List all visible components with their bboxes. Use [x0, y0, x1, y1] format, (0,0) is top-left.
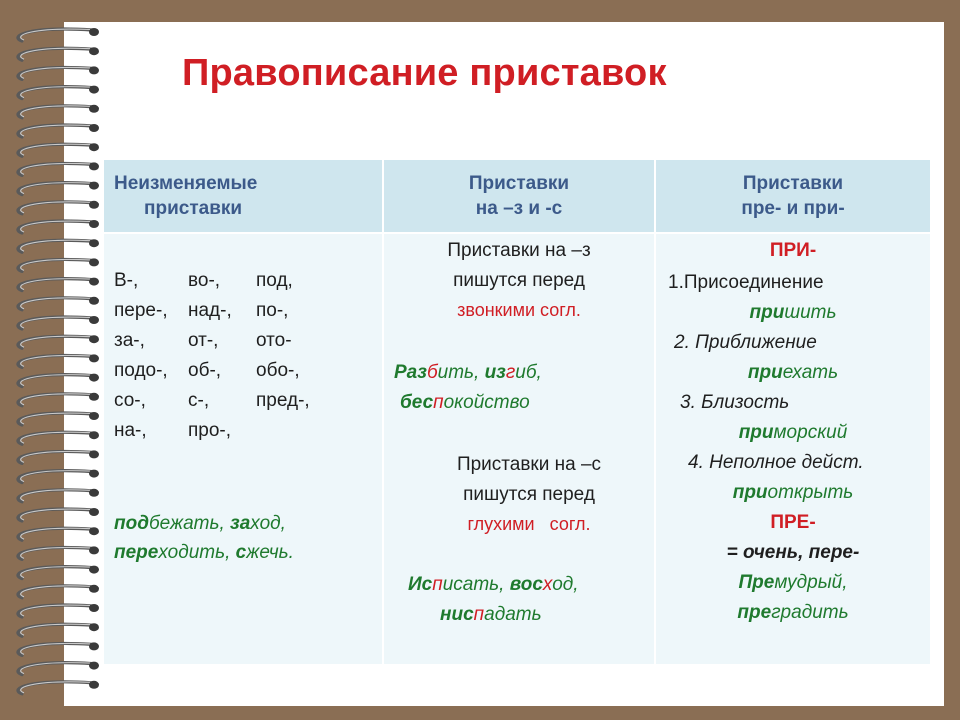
pri-example-2: приехать [747, 362, 839, 383]
spiral-coil [18, 278, 99, 291]
prefix-item: над-, [188, 300, 232, 321]
prefix-item: по-, [256, 300, 289, 321]
header-unchangeable [104, 160, 382, 232]
z-example-2: беспокойство [400, 392, 530, 413]
spiral-coil [18, 470, 99, 483]
pri-item-2: 2. Приближение [674, 332, 817, 353]
spiral-coil [18, 604, 99, 617]
pre-example-1: Премудрый, [738, 572, 848, 593]
col1-example-2: переходить, сжечь. [114, 542, 294, 563]
rules-table [104, 160, 930, 664]
spiral-coil [18, 508, 99, 521]
spiral-coil [18, 124, 99, 137]
header-unchangeable-line2: приставки [144, 198, 243, 219]
spiral-coil [18, 297, 99, 310]
pri-item-1: 1.Присоединение [668, 272, 824, 293]
spiral-coil [18, 546, 99, 559]
z-rule-line-3: звонкими согл. [457, 300, 581, 320]
prefix-item: ото- [256, 330, 292, 351]
header-z-s-line2: на –з и -с [475, 198, 563, 219]
spiral-coil [18, 86, 99, 99]
page-title: Правописание приставок [182, 52, 667, 94]
prefix-item: с-, [188, 390, 210, 411]
header-pre-pri-line1: Приставки [742, 173, 844, 194]
s-rule-line-3: глухими согл. [467, 514, 591, 534]
header-divider [104, 232, 930, 234]
spiral-coil [18, 642, 99, 655]
z-rule-line-2: пишутся перед [453, 270, 585, 291]
pri-item-4: 4. Неполное дейст. [688, 452, 864, 473]
spiral-coil [18, 681, 99, 694]
prefix-item: во-, [188, 270, 221, 291]
spiral-coil [18, 143, 99, 156]
spiral-binding [0, 0, 112, 720]
prefix-item: со-, [114, 390, 146, 411]
spiral-coil [18, 585, 99, 598]
spiral-coil [18, 662, 99, 675]
s-rule-line-2: пишутся перед [463, 484, 595, 505]
col1-example-1: подбежать, заход, [114, 513, 286, 534]
spiral-coil [18, 162, 99, 175]
prefix-item: на-, [114, 420, 147, 441]
pre-meaning: = очень, пере- [726, 542, 860, 563]
s-rule-line-1: Приставки на –с [456, 454, 602, 475]
prefix-item: под, [256, 270, 293, 291]
spiral-coil [18, 47, 99, 60]
header-unchangeable-line1: Неизменяемые [114, 173, 258, 194]
pri-heading: ПРИ- [769, 240, 817, 261]
spiral-coil [18, 220, 99, 233]
prefix-item: за-, [114, 330, 145, 351]
prefix-item: В-, [114, 270, 139, 291]
spiral-coil [18, 316, 99, 329]
prefix-item: подо-, [114, 360, 168, 381]
pre-example-2: преградить [737, 602, 849, 623]
header-z-s [384, 160, 654, 232]
header-pre-pri-line2: пре- и при- [741, 198, 845, 219]
prefix-item: пред-, [256, 390, 310, 411]
spiral-coil [18, 489, 99, 502]
z-example-1: Разбить, изгиб, [394, 362, 542, 383]
spiral-coil [18, 431, 99, 444]
pri-example-3: приморский [738, 422, 848, 443]
column-divider [382, 160, 384, 664]
spiral-coil [18, 374, 99, 387]
spiral-coil [18, 412, 99, 425]
spiral-coil [18, 66, 99, 79]
s-example-1: Исписать, восход, [408, 574, 579, 595]
z-rule-line-1: Приставки на –з [447, 240, 591, 261]
spiral-coil [18, 28, 99, 41]
spiral-coil [18, 182, 99, 195]
header-z-s-line1: Приставки [468, 173, 570, 194]
spiral-coil [18, 105, 99, 118]
prefix-item: обо-, [256, 360, 300, 381]
prefix-item: про-, [188, 420, 232, 441]
spiral-coil [18, 335, 99, 348]
spiral-coil [18, 201, 99, 214]
spiral-coil [18, 527, 99, 540]
pri-item-3: 3. Близость [680, 392, 790, 413]
header-pre-pri [656, 160, 930, 232]
spiral-coil [18, 450, 99, 463]
pre-heading: ПРЕ- [770, 512, 816, 533]
prefix-item: об-, [188, 360, 222, 381]
pri-example-4: приоткрыть [732, 482, 854, 503]
spiral-coil [18, 258, 99, 271]
pri-example-1: пришить [749, 302, 837, 323]
spiral-coil [18, 239, 99, 252]
s-example-2: ниспадать [440, 604, 542, 625]
prefix-item: от-, [188, 330, 219, 351]
spiral-coil [18, 393, 99, 406]
spiral-coil [18, 354, 99, 367]
spiral-coil [18, 566, 99, 579]
prefix-item: пере-, [114, 300, 168, 321]
spiral-coil [18, 623, 99, 636]
